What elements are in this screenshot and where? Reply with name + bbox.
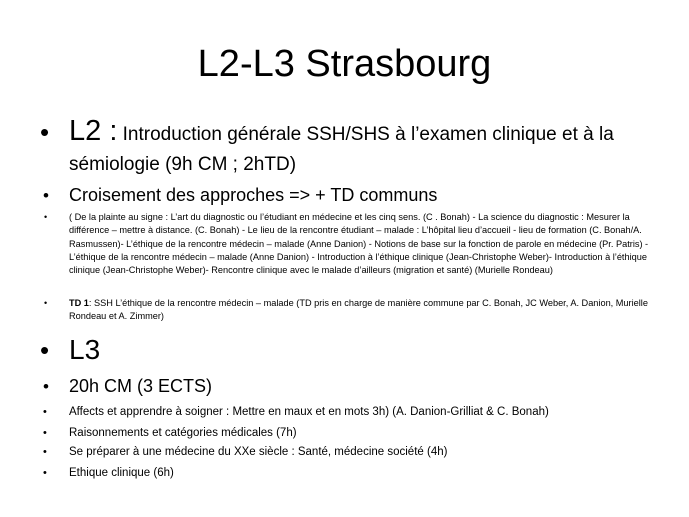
bullet-marker: • [43, 467, 47, 479]
td1-label: TD 1 [69, 298, 89, 308]
bullet-marker: • [43, 186, 49, 205]
bullet-text: Affects et apprendre à soigner : Mettre en maux et en mots 3h) (A. Danion-Grilliat & C. Bonah) [69, 406, 549, 418]
bullet-marker: • [43, 427, 47, 439]
l2-heading: L2 : [69, 115, 118, 147]
bullet-marker: • [44, 212, 48, 222]
bullet-marker: • [44, 298, 48, 308]
td1-description: : SSH L’éthique de la rencontre médecin – malade (TD pris en charge de manière commune par C. Bonah, JC Weber, A. Danion, Murielle Rondeau et A. Zimmer) [69, 298, 648, 322]
slide-title: L2-L3 Strasbourg [197, 43, 492, 85]
bullet-marker: • [43, 377, 49, 396]
bullet-text [69, 297, 660, 324]
bullet-text: L3 [69, 334, 101, 365]
bullet-marker: • [43, 446, 47, 458]
bullet-text: 20h CM (3 ECTS) [69, 376, 213, 396]
bullet-text: Croisement des approches => + TD communs [69, 185, 438, 205]
bullet-text: Se préparer à une médecine du XXe siècle : Santé, médecine société (4h) [69, 446, 448, 458]
l2-description: Introduction générale SSH/SHS à l’examen clinique et à la sémiologie (9h CM ; 2hTD) [69, 124, 614, 175]
bullet-text [69, 116, 660, 180]
bullet-text: Raisonnements et catégories médicales (7h) [69, 427, 297, 439]
bullet-text: Ethique clinique (6h) [69, 467, 174, 479]
bullet-marker: • [43, 406, 47, 418]
bullet-text: ( De la plainte au signe : L’art du diagnostic ou l’étudiant en médecine et les cinq sens. (C . Bonah) - La science du diagnostic : Mesurer la différence – mettre à distance. (C. Bonah) - Le lieu de la rencontre étudiant – malade : L’hôpital lieu d’accueil - lieu de formation (C. Bonah/A. Rasmussen)- L’éthique de la rencontre médecin – malade (Anne Danion) - Notions de base sur la fonction de parole en médecine (Pr. Patris) - L’éthique de la rencontre médecin – malade (Anne Danion) - Introduction à l’éthique clinique (Jean-Christophe Weber)- Introduction à l’éthique clinique (Jean-Christophe Weber)- Rencontre clinique avec le malade d’ailleurs (migration et santé) (Murielle Rondeau) [69, 212, 649, 276]
bullet-marker: • [40, 335, 50, 365]
bullet-marker: • [40, 117, 50, 147]
